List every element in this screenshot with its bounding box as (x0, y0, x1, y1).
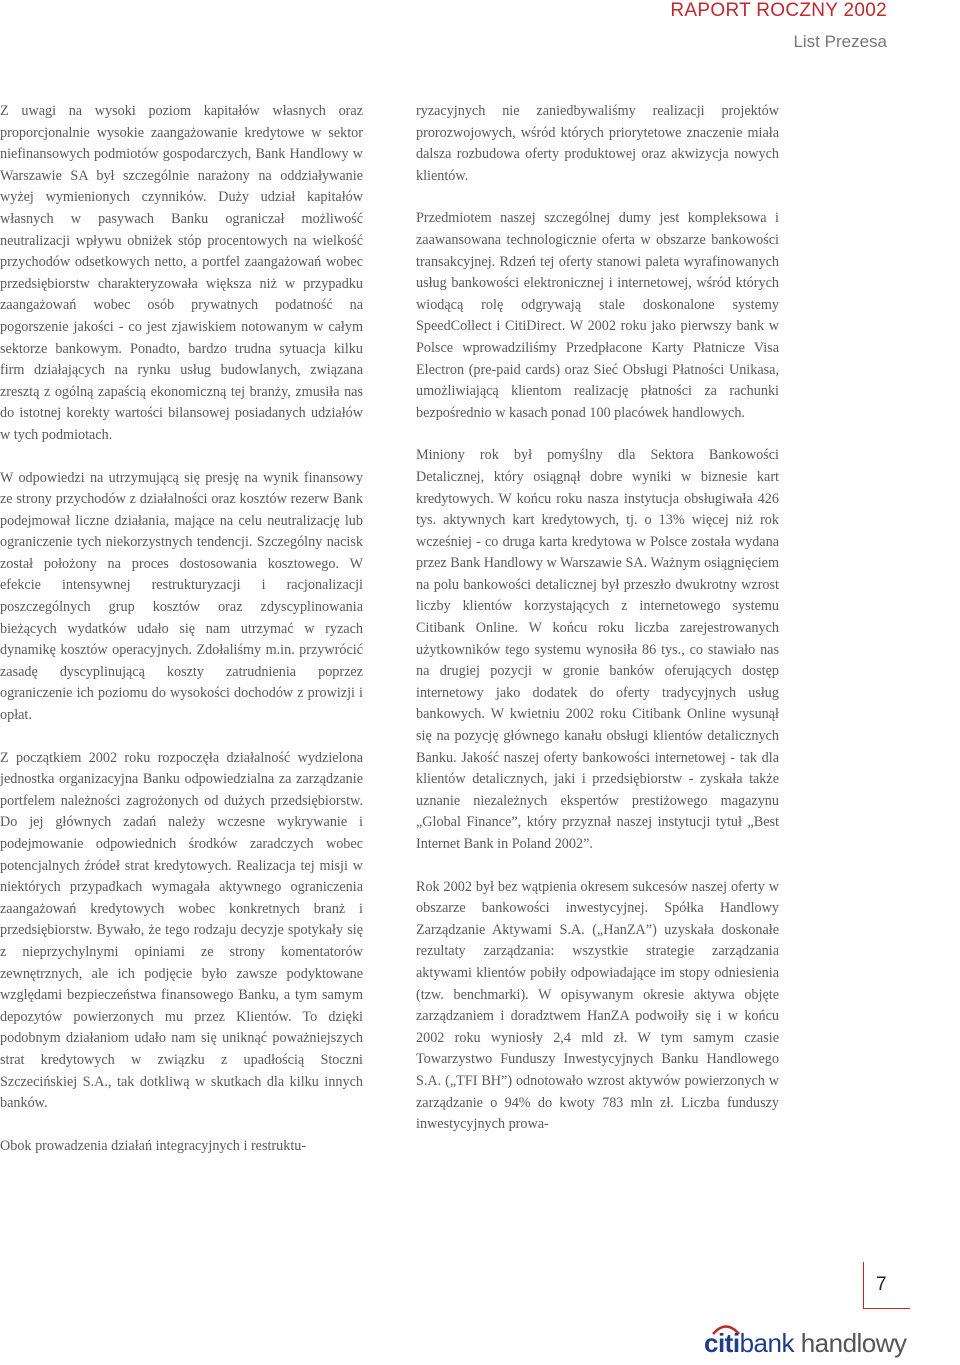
page-header (670, 0, 887, 52)
citibank-handlowy-logo (704, 1328, 907, 1359)
page-number: 7 (876, 1274, 887, 1295)
section-title: List Prezesa (793, 32, 887, 51)
logo-citi: citi (704, 1328, 740, 1358)
right-column (416, 101, 779, 1157)
paragraph: Obok prowadzenia działań integracyjnych i restruktu- (0, 1137, 307, 1154)
paragraph: Miniony rok był pomyślny dla Sektora Bankowości Detalicznej, który osiągnął dobre wyniki w biznesie kart kredytowych. W końcu roku nasza instytucja obsługiwała 426 tys. aktywnych kart kredytowych, tj. o 13% więcej niż rok wcześniej - co druga karta kredytowa w Polsce została wydana przez Bank Handlowy w Warszawie SA. Ważnym osiągnięciem na polu bankowości detalicznej był przeszło dwukrotny wzrost liczby klientów korzystających z internetowego systemu Citibank Online. W końcu roku liczba zarejestrowanych użytkowników tego systemu wynosiła 86 tys., co stawiało nas na drugiej pozycji w gronie banków oferujących dostęp internetowy jako dodatek do oferty tradycyjnych usług bankowych. W kwietniu 2002 roku Citibank Online wysunął się na pozycję głównego kanału obsługi klientów detalicznych Banku. Jakość naszej oferty bankowości internetowej - tak dla klientów detalicznych, jaki i przedsiębiorstw - zyskała także uznanie niezależnych ekspertów prestiżowego magazynu „Global Finance”, który przyznał naszej instytucji tytuł „Best Internet Bank in Poland 2002”. (416, 447, 779, 852)
logo-handlowy: handlowy (793, 1328, 907, 1358)
paragraph: Rok 2002 był bez wątpienia okresem sukcesów naszej oferty w obszarze bankowości inwestycyjnej. Spółka Handlowy Zarządzanie Aktywami S.A. („HanZA”) uzyskała doskonałe rezultaty zarządzania: wszystkie strategie zarządzania aktywami klientów pobiły odpowiadające im stopy odniesienia (tzw. benchmarki). W opisywanym okresie aktywa objęte zarządzaniem i doradztwem HanZA podwoiły się i w końcu 2002 roku wyniosły 2,4 mld zł. W tym samym czasie Towarzystwo Funduszy Inwestycyjnych Banku Handlowego S.A. („TFI BH”) odnotowało wzrost aktywów powierzonych w zarządzanie o 94% do kwoty 783 mln zł. Liczba funduszy inwestycyjnych prowa- (416, 878, 779, 1133)
logo-bank: bank (739, 1328, 794, 1358)
paragraph: Z uwagi na wysoki poziom kapitałów własnych oraz proporcjonalnie wysokie zaangażowanie kredytowe w sektor niefinansowych podmiotów gospodarczych, Bank Handlowy w Warszawie SA był szczególnie narażony na oddziaływanie wyżej wymienionych czynników. Duży udział kapitałów własnych w pasywach Banku ograniczał możliwość neutralizacji wpływu obniżek stóp procentowych na wielkość przychodów odsetkowych netto, a portfel zaangażowań wobec przedsiębiorstw charakteryzowała większa niż w przypadku zaangażowań wobec osób prywatnych podatność na pogorszenie jakości - co jest zjawiskiem notowanym w całym sektorze bankowym. Ponadto, bardzo trudna sytuacja kilku firm działających na rynku usług budowlanych, związana zresztą z ogólną zapaścią ekonomiczną tej branży, zmusiła nas do istotnej korekty wartości bilansowej posiadanych udziałów w tych podmiotach. (0, 103, 363, 443)
paragraph: Przedmiotem naszej szczególnej dumy jest kompleksowa i zaawansowana technologicznie oferta w obszarze bankowości transakcyjnej. Rdzeń tej oferty stanowi paleta wyrafinowanych usług bankowości elektronicznej i internetowej, wśród których wiodącą rolę odgrywają stale doskonalone systemy SpeedCollect i CitiDirect. W 2002 roku jako pierwszy bank w Polsce wprowadziliśmy Przedpłacone Karty Płatnicze Visa Electron (pre-paid cards) oraz Sieć Obsługi Płatności Unikasa, umożliwiającą klientom realizację płatności za rachunki bezpośrednio w kasach ponad 100 placówek handlowych. (416, 210, 779, 421)
left-column (0, 101, 363, 1178)
paragraph: W odpowiedzi na utrzymującą się presję na wynik finansowy ze strony przychodów z działalności oraz kosztów rezerw Bank podejmował liczne działania, mające na celu neutralizację lub ograniczenie tych niekorzystnych tendencji. Szczególny nacisk został położony na proces dostosowania kosztowego. W efekcie intensywnej restrukturyzacji i racjonalizacji poszczególnych grup kosztów oraz zdyscyplinowania bieżących wydatków udało się nam utrzymać w ryzach dynamikę kosztów operacyjnych. Zdołaliśmy m.in. przywrócić zasadę dyscyplinującą koszty zatrudnienia poprzez ograniczenie ich poziomu do wysokości dochodów z prowizji i opłat. (0, 469, 363, 724)
paragraph: Z początkiem 2002 roku rozpoczęła działalność wydzielona jednostka organizacyjna Banku odpowiedzialna za zarządzanie portfelem należności zagrożonych od dużych przedsiębiorstw. Do jej głównych zadań należy wczesne wykrywanie i podejmowanie odpowiednich środków zaradczych wobec potencjalnych źródeł strat kredytowych. Realizacja tej misji w niektórych przypadkach wymagała aktywnego ograniczenia zaangażowań kredytowych wobec konkretnych branż i przedsiębiorstw. Bywało, że tego rodzaju decyzje spotykały się z nieprzychylnymi opiniami ze strony komentatorów zewnętrznych, ale ich podjęcie było zawsze podyktowane względami bezpieczeństwa finansowego Banku, a tym samym depozytów powierzonych mu przez Klientów. To dzięki podobnym działaniom udało nam się uniknąć poważniejszych strat kredytowych w związku z upadłością Stoczni Szczecińskiej S.A., tak dotkliwą w skutkach dla kilku innych banków. (0, 749, 363, 1112)
paragraph: ryzacyjnych nie zaniedbywaliśmy realizacji projektów prorozwojowych, wśród których priorytetowe znaczenie miała dalsza rozbudowa oferty produktowej oraz akwizycja nowych klientów. (416, 103, 779, 184)
report-title: RAPORT ROCZNY 2002 (670, 0, 887, 21)
